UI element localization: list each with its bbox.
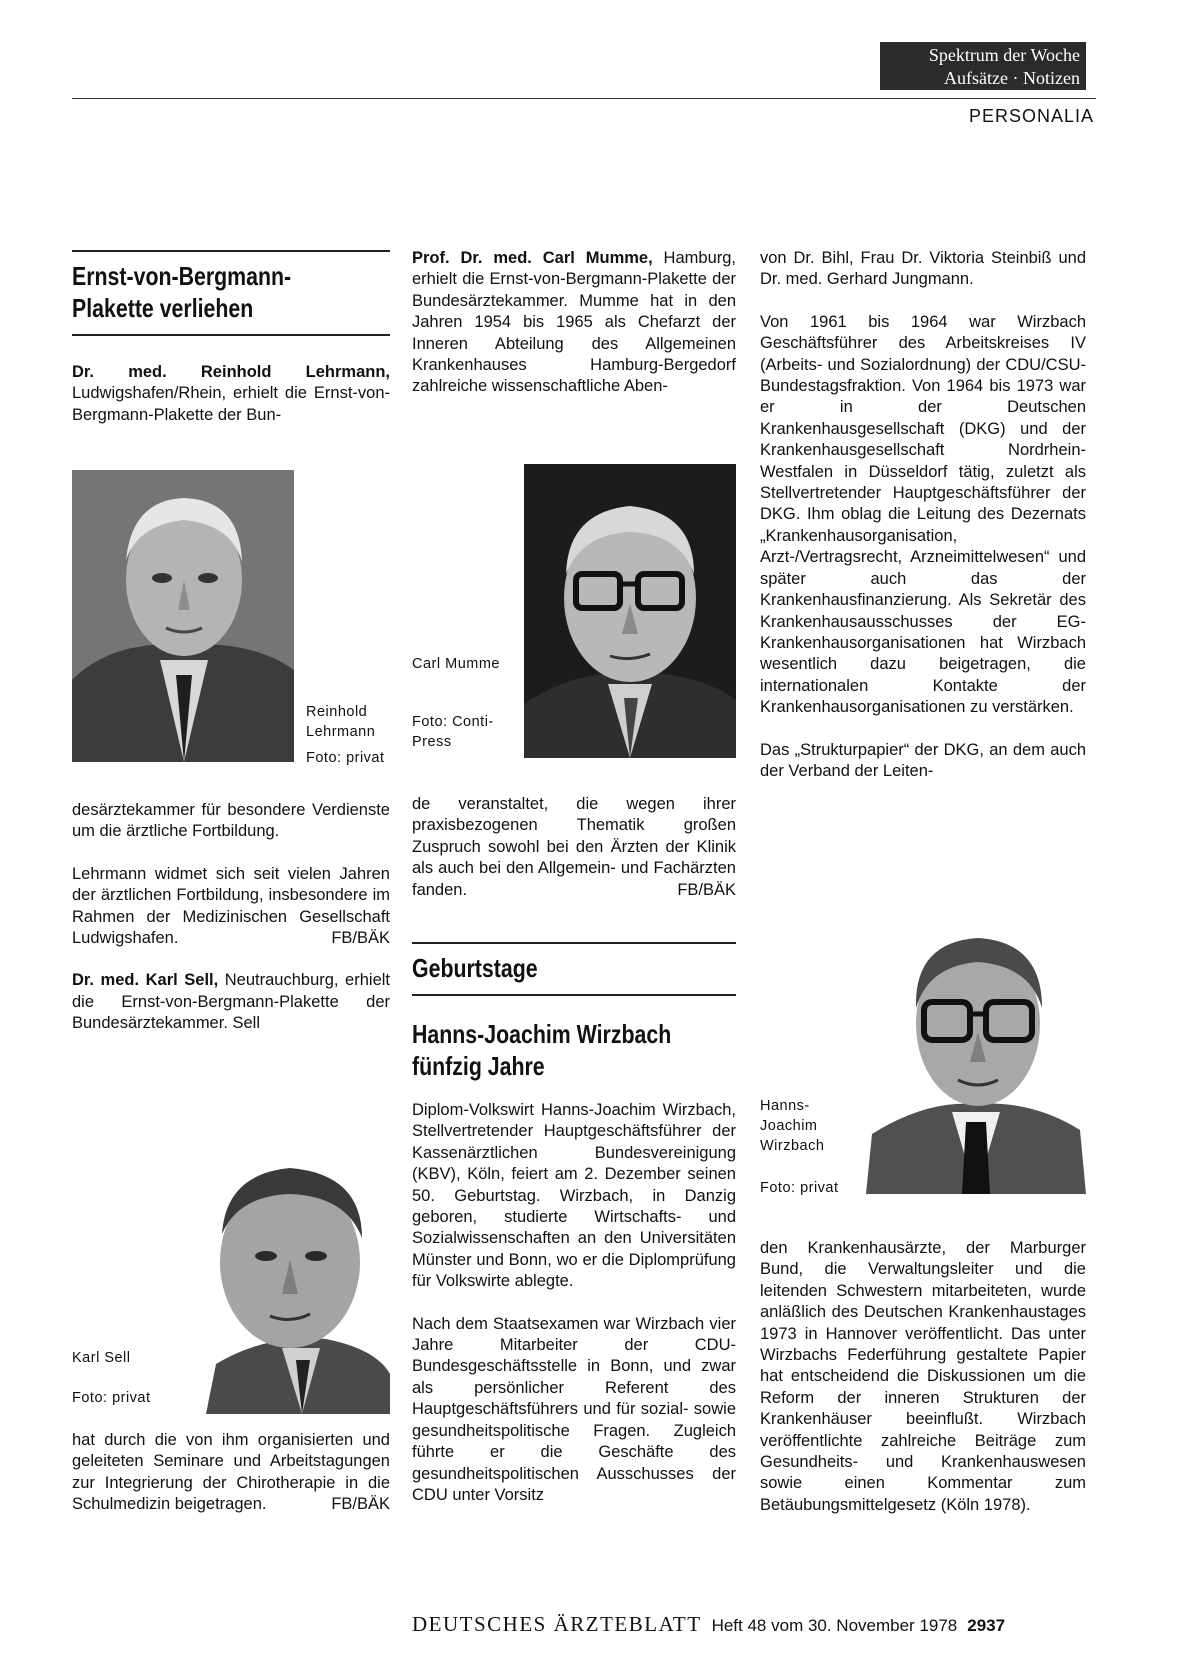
page-footer [412,1612,1005,1637]
paragraph-text: de veranstaltet, die wegen ihrer praxisbezogenen Thematik großen Zuspruch sowohl bei den Ärzten der Klinik als auch bei den Allgemein- und Fachärzten fanden. [412,795,736,899]
portrait-photo-sell [186,1134,390,1414]
header-rule [72,98,1096,99]
heading-line: Hanns-Joachim Wirzbach [412,1019,672,1049]
paragraph-text: Lehrmann widmet sich seit vielen Jahren der ärztlichen Fortbildung, insbesondere im Rahmen der Medizinischen Gesellschaft Ludwigshafen. [72,864,390,948]
section-heading-geburtstage: Geburtstage [412,953,538,983]
paragraph-text: Das „Strukturpapier“ der DKG, an dem auch der Verband der Leiten- [760,740,1086,780]
person-name: Dr. med. Reinhold Lehrmann, [72,363,390,381]
paragraph-text: Diplom-Volkswirt Hanns-Joachim Wirzbach, Stellvertretender Hauptgeschäftsführer der Kassenärztlichen Bundesvereinigung (KBV), Köln, feiert am 2. Dezember seinen 50. Geburtstag. Wirzbach, in Danzig geboren, studierte Wirtschafts- und Sozialwissenschaften an den Universitäten Münster und Bonn, wo er die Diplomprüfung für Volkswirte ablegte. [412,1101,736,1291]
paragraph-text: den Krankenhausärzte, der Marburger Bund, die Verwaltungsleiter und die leitenden Schwestern mitarbeiteten, wurde anläßlich des Deutschen Krankenhaustages 1973 in Hannover veröffentlicht. Das unter Wirzbachs Federführung gestaltete Papier hat entscheidend die Diskussionen um die Reform der inneren Strukturen der Krankenhäuser beeinflußt. Wirzbach veröffentlichte zahlreiche Beiträge zum Gesundheits- und Krankenhauswesen sowie einen Kommentar zum Betäubungsmittelgesetz (Köln 1978). [760,1239,1086,1514]
paragraph-text: hat durch die von ihm organisierten und geleiteten Seminare und Arbeitstagungen zur Integrierung der Chirotherapie in die Schulmedizin beigetragen. [72,1431,390,1514]
paragraph [72,1430,390,1516]
paragraph-text: Nach dem Staatsexamen war Wirzbach vier Jahre Mitarbeiter der CDU-Bundesgeschäftsstelle in Bonn, und zwar als persönlicher Referent des Hauptgeschäftsführers und für sozial- sowie gesundheitspolitische Fragen. Zugleich führte er die Geschäfte des gesundheitspolitischen Ausschusses der CDU unter Vorsitz [412,1314,736,1504]
issue-info: Heft 48 vom 30. November 1978 [711,1616,958,1635]
author-signature: FB/BÄK [331,1495,390,1514]
photo-caption-name: Reinhold Lehrmann [306,704,376,740]
article-heading-wirzbach [412,1018,671,1082]
paragraph-text: Neutrauchburg, erhielt die Ernst-von-Bergmann-Plakette der Bundesärztekammer. Sell [72,971,390,1033]
badge-line-1: Spektrum der Woche [928,45,1080,65]
photo-caption-name: Karl Sell [72,1350,131,1366]
portrait-image [524,464,736,758]
paragraph-lehrmann [72,362,390,426]
paragraph-sell-cont [72,1430,390,1537]
paragraph-wirzbach-col3-cont [760,1238,1086,1537]
section-badge [880,42,1086,90]
page-number: 2937 [967,1616,1006,1635]
badge-line-2: Aufsätze · Notizen [944,68,1080,88]
heading-rule-top [72,250,390,252]
section-rule-top [412,942,736,944]
paragraph-sell [72,970,390,1034]
author-signature: FB/BÄK [331,929,390,948]
portrait-photo-wirzbach [866,904,1086,1194]
paragraph-mumme [412,248,736,398]
heading-line: Plakette verliehen [72,293,254,323]
paragraph-text: Von 1961 bis 1964 war Wirzbach Geschäftsführer des Arbeitskreises IV (Arbeits- und Sozialordnung) der CDU/CSU-Bundestagsfraktion. Von 1964 bis 1973 war er in der Deutschen Krankenhausgesellschaft (DKG) und der Krankenhausgesellschaft Nordrhein-Westfalen in Düsseldorf tätig, zuletzt als Stellvertretender Hauptgeschäftsführer der DKG. Ihm oblag die Leitung des Dezernats „Krankenhausorganisation, Arzt-/Vertragsrecht, Arzneimittelwesen“ und später auch das der Krankenhausfinanzierung. Als Sekretär des Krankenhausausschusses der EG-Krankenhausorganisationen hat Wirzbach wesentlich dazu beigetragen, die internationalen Kontakte der Krankenhausorganisationen zu verstärken. [760,312,1086,717]
section-rule-bottom [412,994,736,996]
portrait-photo-mumme [524,464,736,758]
paragraph [412,794,736,901]
portrait-image [866,904,1086,1194]
heading-line: fünfzig Jahre [412,1051,545,1081]
photo-caption-credit: Foto: privat [306,750,385,766]
portrait-image [72,470,294,762]
paragraph-mumme-cont [412,794,736,922]
heading-line: Ernst-von-Bergmann- [72,261,292,291]
paragraph-wirzbach-col3 [760,248,1086,803]
section-label: PERSONALIA [968,106,1094,126]
photo-caption-credit: Foto: privat [72,1390,151,1406]
paragraph-text: Ludwigshafen/Rhein, erhielt die Ernst-von-Bergmann-Plakette der Bun- [72,384,390,424]
paragraph-text: desärztekammer für besondere Verdienste um die ärztliche Fortbildung. [72,801,390,841]
journal-name: DEUTSCHES ÄRZTEBLATT [412,1612,702,1636]
portrait-image [186,1134,390,1414]
photo-caption-name: Carl Mumme [412,656,500,672]
paragraph-text: Hamburg, erhielt die Ernst-von-Bergmann-Plakette der Bundesärztekammer. Mumme hat in den Jahren 1954 bis 1965 als Chefarzt der Inneren Abteilung des Allgemeinen Krankenhauses Hamburg-Bergedorf zahlreiche wissenschaftliche Aben- [412,249,737,396]
photo-caption-credit: Foto: Conti-Press [412,714,494,750]
person-name: Dr. med. Karl Sell, [72,971,219,990]
paragraph [72,864,390,950]
photo-caption-name: Hanns-Joachim Wirzbach [760,1098,825,1154]
heading-rule-bottom [72,334,390,336]
author-signature: FB/BÄK [677,880,736,899]
article-heading-bergmann [72,260,291,324]
paragraph-lehrmann-cont [72,800,390,1056]
portrait-photo-lehrmann [72,470,294,762]
photo-caption-credit: Foto: privat [760,1180,839,1196]
paragraph-wirzbach [412,1100,736,1527]
person-name: Prof. Dr. med. Carl Mumme, [412,249,653,267]
paragraph-text: von Dr. Bihl, Frau Dr. Viktoria Steinbiß und Dr. med. Gerhard Jungmann. [760,249,1086,289]
